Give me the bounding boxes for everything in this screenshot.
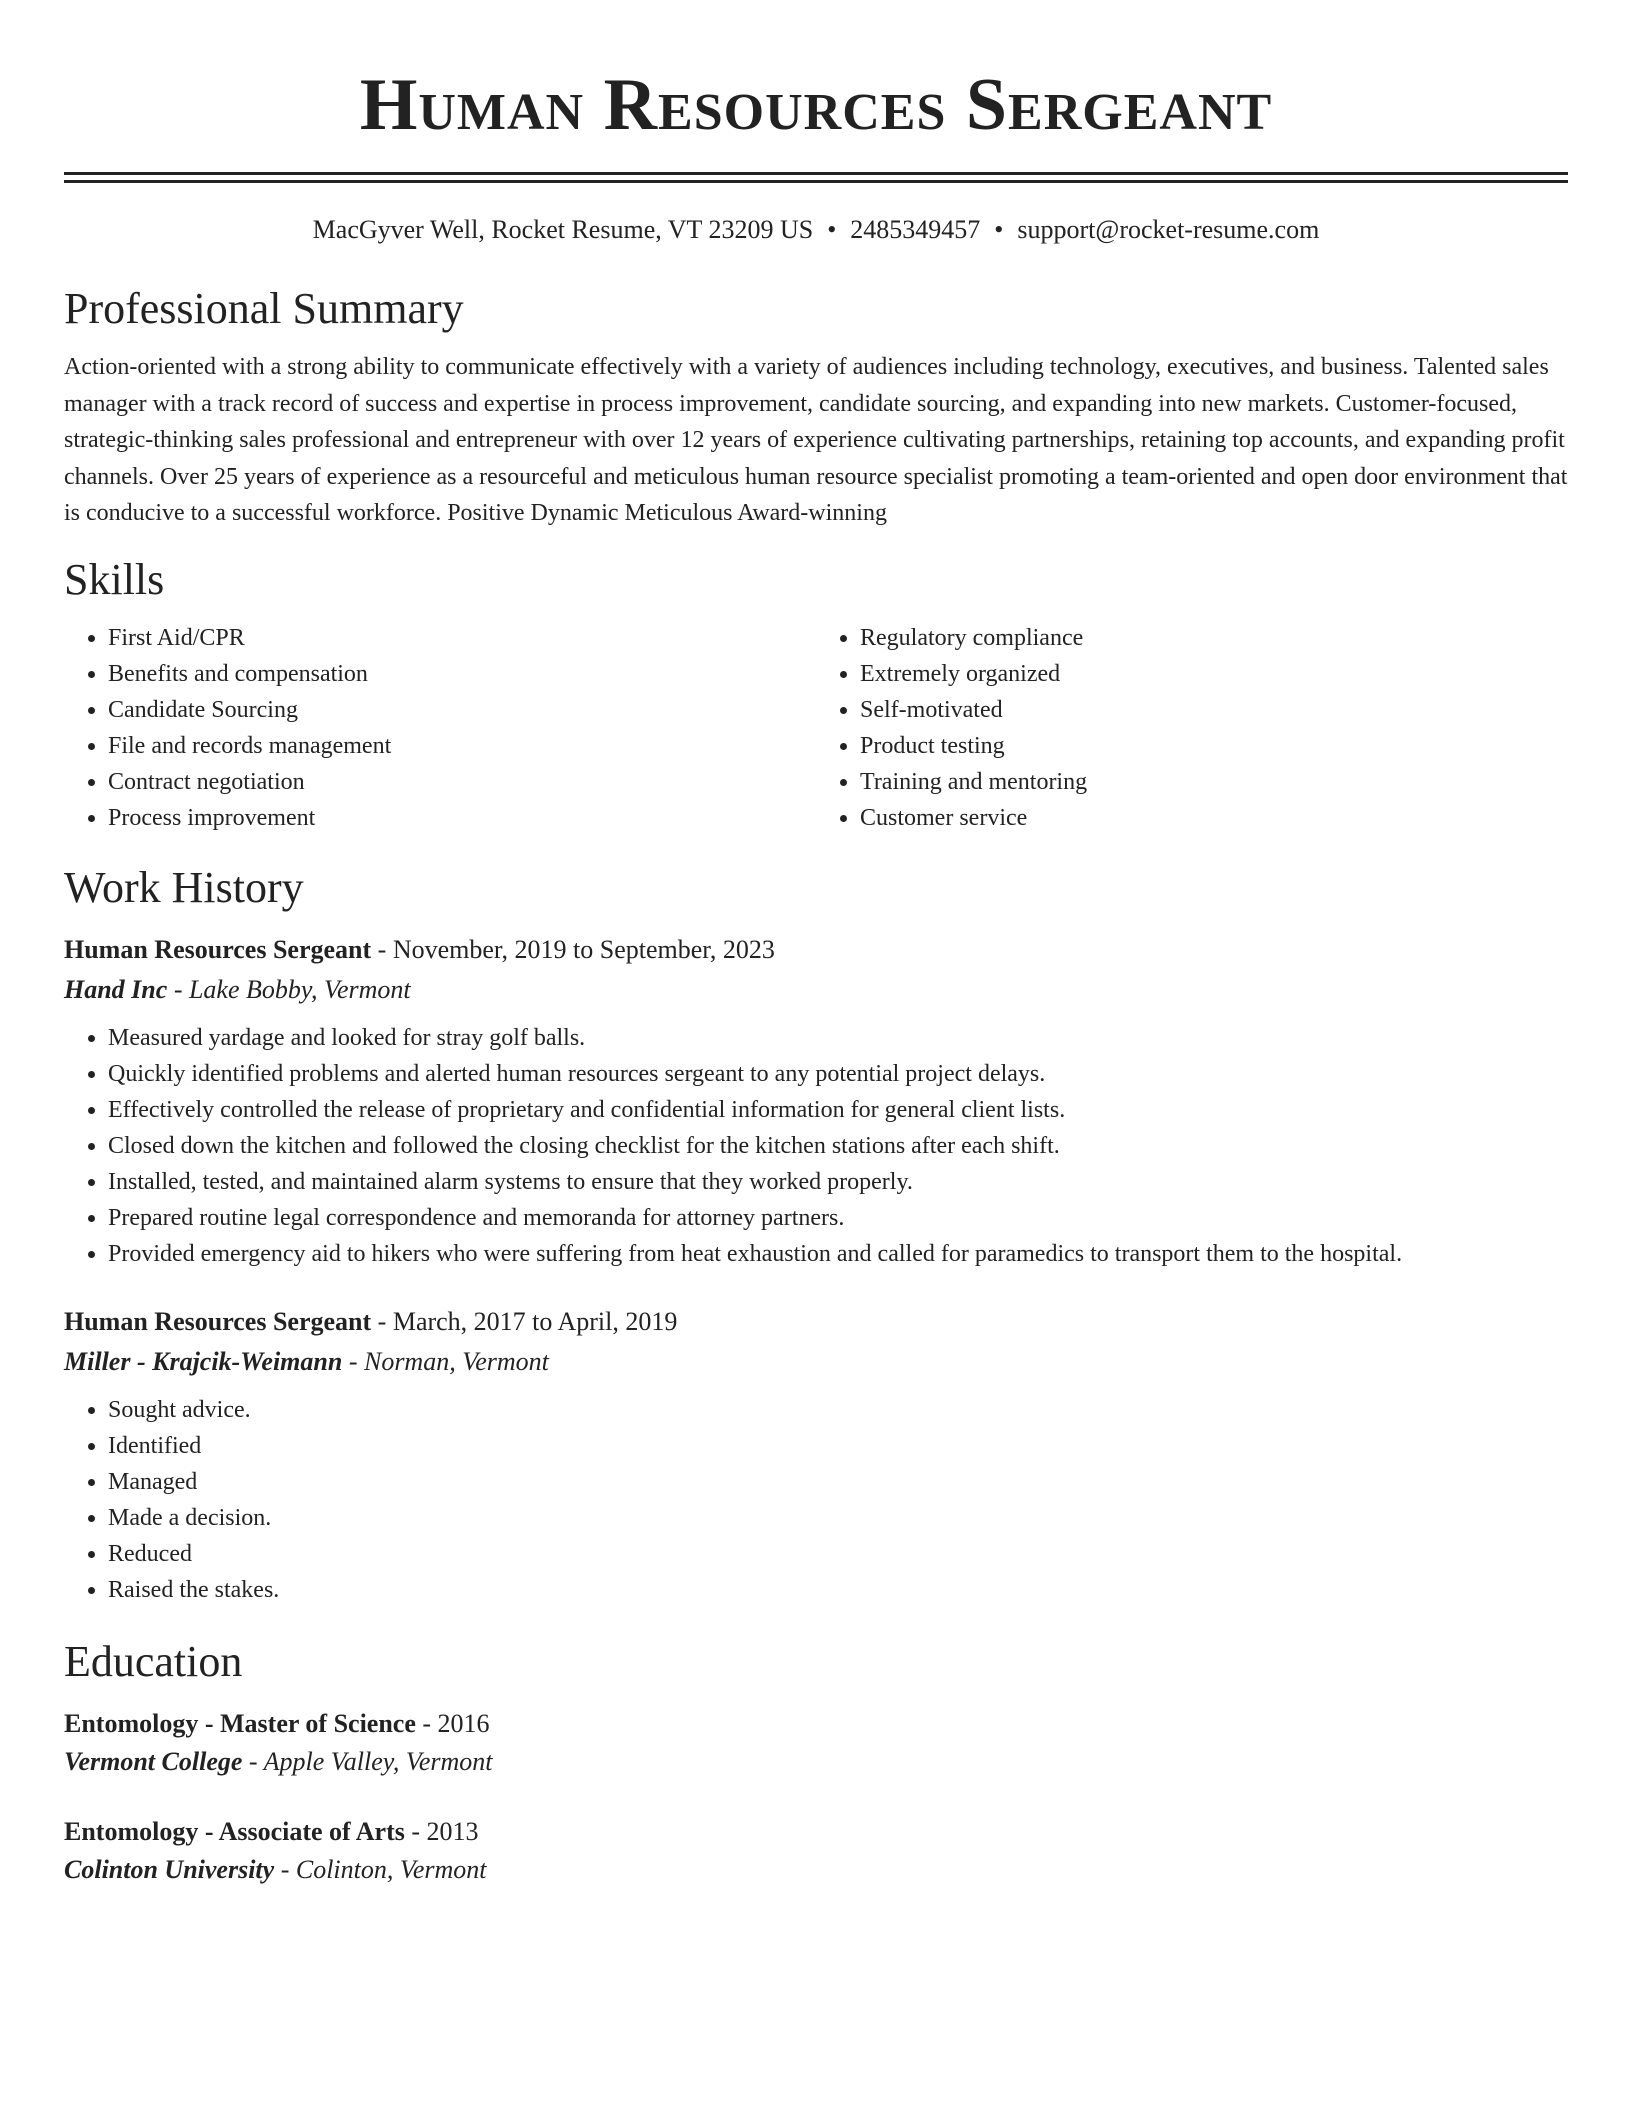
- job-bullet: • Effectively controlled the release of proprietary and confidential information for general client lists.: [108, 1092, 1568, 1128]
- education-heading: Education: [64, 1636, 243, 1686]
- education-degree: Entomology - Associate of Arts: [64, 1816, 405, 1846]
- contact-email: support@rocket-resume.com: [1017, 215, 1320, 244]
- education-institution: [64, 1744, 1568, 1780]
- job-bullets: [64, 1020, 1568, 1272]
- job-bullet: • Sought advice.: [108, 1392, 1568, 1428]
- job-location: - Norman, Vermont: [342, 1346, 549, 1376]
- education-institution: [64, 1852, 1568, 1888]
- skill-item: • Training and mentoring: [860, 764, 1568, 800]
- job-bullet: • Closed down the kitchen and followed the closing checklist for the kitchen stations after each shift.: [108, 1128, 1568, 1164]
- job-bullet: • Identified: [108, 1428, 1568, 1464]
- skills-column-left: [64, 620, 816, 836]
- skill-item: • Candidate Sourcing: [108, 692, 816, 728]
- job-bullets: [64, 1392, 1568, 1608]
- job-bullet: • Installed, tested, and maintained alarm systems to ensure that they worked properly.: [108, 1164, 1568, 1200]
- education-location: - Apple Valley, Vermont: [242, 1746, 493, 1776]
- education-school: Vermont College: [64, 1746, 243, 1776]
- contact-separator: •: [827, 215, 837, 244]
- education-year: - 2013: [404, 1816, 479, 1846]
- title-double-rule: [64, 172, 1568, 183]
- job-dates: - November, 2019 to September, 2023: [371, 934, 775, 964]
- summary-heading: Professional Summary: [64, 284, 464, 333]
- job-bullet: • Made a decision.: [108, 1500, 1568, 1536]
- contact-phone: 2485349457: [850, 215, 981, 244]
- skill-item: • Customer service: [860, 800, 1568, 836]
- contact-separator: •: [994, 215, 1004, 244]
- skills-heading: Skills: [64, 554, 165, 604]
- education-degree: Entomology - Master of Science: [64, 1708, 416, 1738]
- job-company: Miller - Krajcik-Weimann: [64, 1346, 343, 1376]
- education-school: Colinton University: [64, 1854, 275, 1884]
- job-company: Hand Inc: [64, 974, 168, 1004]
- skill-item: • Extremely organized: [860, 656, 1568, 692]
- job-employer: [64, 972, 1568, 1008]
- job-bullet: • Quickly identified problems and alerted human resources sergeant to any potential project delays.: [108, 1056, 1568, 1092]
- contact-address: MacGyver Well, Rocket Resume, VT 23209 US: [312, 215, 814, 244]
- work-history-heading: Work History: [64, 862, 304, 912]
- skills-list: [64, 620, 1568, 836]
- education-header: [64, 1814, 1568, 1850]
- skill-item: • Process improvement: [108, 800, 816, 836]
- job-entry: [64, 1304, 1568, 1608]
- skill-item: • File and records management: [108, 728, 816, 764]
- job-bullet: • Provided emergency aid to hikers who were suffering from heat exhaustion and called for paramedics to transport them to the hospital.: [108, 1236, 1568, 1272]
- skill-item: • Product testing: [860, 728, 1568, 764]
- job-employer: [64, 1344, 1568, 1380]
- skill-item: • Contract negotiation: [108, 764, 816, 800]
- job-header: [64, 1304, 1568, 1340]
- job-bullet: • Managed: [108, 1464, 1568, 1500]
- education-header: [64, 1706, 1568, 1742]
- job-bullet: • Prepared routine legal correspondence and memoranda for attorney partners.: [108, 1200, 1568, 1236]
- education-entry: [64, 1814, 1568, 1888]
- education-location: - Colinton, Vermont: [274, 1854, 487, 1884]
- job-bullet: • Reduced: [108, 1536, 1568, 1572]
- job-title: Human Resources Sergeant: [64, 1306, 372, 1336]
- education-year: - 2016: [415, 1708, 490, 1738]
- job-title: Human Resources Sergeant: [64, 934, 372, 964]
- skill-item: • Benefits and compensation: [108, 656, 816, 692]
- resume-title: Human Resources Sergeant: [359, 64, 1273, 146]
- job-location: - Lake Bobby, Vermont: [167, 974, 411, 1004]
- job-header: [64, 932, 1568, 968]
- job-entry: [64, 932, 1568, 1272]
- education-entry: [64, 1706, 1568, 1780]
- job-dates: - March, 2017 to April, 2019: [371, 1306, 678, 1336]
- skill-item: • Regulatory compliance: [860, 620, 1568, 656]
- skills-column-right: [816, 620, 1568, 836]
- job-bullet: • Raised the stakes.: [108, 1572, 1568, 1608]
- summary-text: Action-oriented with a strong ability to communicate effectively with a variety of audiences including technology, executives, and business. Talented sales manager with a track record of success and expertise in process improvement, candidate sourcing, and expanding into new markets. Customer-focused, strategic-thinking sales professional and entrepreneur with over 12 years of experience cultivating partnerships, retaining top accounts, and expanding profit channels. Over 25 years of experience as a resourceful and meticulous human resource specialist promoting a team-oriented and open door environment that is conducive to a successful workforce. Positive Dynamic Meticulous Award-winning: [64, 354, 1568, 526]
- skill-item: • Self-motivated: [860, 692, 1568, 728]
- job-bullet: • Measured yardage and looked for stray golf balls.: [108, 1020, 1568, 1056]
- contact-line: [64, 213, 1568, 247]
- skill-item: • First Aid/CPR: [108, 620, 816, 656]
